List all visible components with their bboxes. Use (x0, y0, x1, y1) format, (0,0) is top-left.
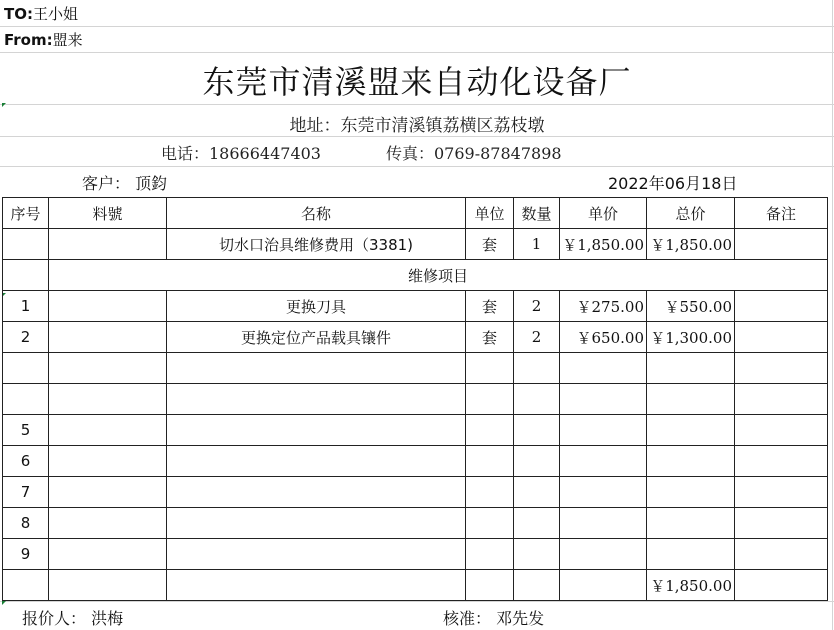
cell[interactable] (560, 353, 647, 384)
company-title: 东莞市清溪盟来自动化设备厂 (202, 63, 632, 101)
cell[interactable] (49, 446, 167, 477)
to-label: TO: (4, 5, 33, 23)
cell[interactable] (514, 415, 560, 446)
cell[interactable] (466, 570, 514, 601)
cell[interactable] (167, 508, 466, 539)
customer-name: 客户： 顶鈞 (82, 174, 168, 193)
gridline (0, 26, 834, 27)
cell[interactable] (167, 415, 466, 446)
cell[interactable] (514, 446, 560, 477)
item-unit[interactable]: 套 (466, 291, 514, 322)
cell[interactable] (735, 322, 828, 353)
item-qty[interactable]: 1 (514, 229, 560, 260)
cell[interactable] (560, 477, 647, 508)
cell[interactable] (647, 353, 735, 384)
quote-date: 2022年06月18日 (608, 174, 738, 193)
cell[interactable] (3, 229, 49, 260)
cell[interactable] (735, 384, 828, 415)
cell[interactable] (514, 570, 560, 601)
table-row (3, 260, 828, 291)
cell-marker (2, 103, 6, 107)
cell[interactable] (167, 539, 466, 570)
cell[interactable] (3, 570, 49, 601)
cell[interactable] (647, 477, 735, 508)
gridline (0, 166, 834, 167)
cell[interactable] (3, 260, 49, 291)
cell[interactable] (735, 570, 828, 601)
cell[interactable] (735, 477, 828, 508)
cell[interactable] (560, 446, 647, 477)
table-row (3, 322, 828, 353)
cell[interactable] (466, 384, 514, 415)
gridline (0, 136, 834, 137)
cell-marker (2, 601, 6, 605)
gridline (0, 104, 834, 105)
col-header-part: 料號 (49, 198, 167, 229)
cell[interactable] (49, 539, 167, 570)
cell[interactable] (466, 446, 514, 477)
cell[interactable] (3, 384, 49, 415)
table-row (3, 415, 828, 446)
item-total[interactable]: ￥1,300.00 (647, 322, 735, 353)
cell[interactable] (735, 539, 828, 570)
gridline (0, 601, 834, 602)
cell[interactable] (49, 322, 167, 353)
item-name[interactable]: 切水口治具维修费用（3381) (167, 229, 466, 260)
total-row (3, 570, 828, 601)
cell[interactable] (466, 508, 514, 539)
cell[interactable] (735, 508, 828, 539)
quoter-name: 报价人： 洪梅 (22, 609, 124, 628)
col-header-unit: 单位 (466, 198, 514, 229)
item-qty[interactable]: 2 (514, 291, 560, 322)
cell[interactable] (466, 353, 514, 384)
cell[interactable] (49, 508, 167, 539)
header-row (3, 198, 828, 229)
item-qty[interactable]: 2 (514, 322, 560, 353)
cell[interactable] (735, 415, 828, 446)
cell[interactable] (167, 477, 466, 508)
cell[interactable] (735, 291, 828, 322)
cell[interactable] (735, 229, 828, 260)
item-no[interactable]: 9 (3, 539, 49, 570)
cell[interactable] (167, 384, 466, 415)
cell[interactable] (466, 477, 514, 508)
item-price[interactable]: ￥650.00 (560, 322, 647, 353)
section-label[interactable]: 维修项目 (49, 260, 828, 291)
table-row (3, 353, 828, 384)
item-total[interactable]: ￥1,850.00 (647, 229, 735, 260)
company-address: 地址：东莞市清溪镇荔横区荔枝墩 (289, 116, 545, 136)
cell[interactable] (514, 508, 560, 539)
cell[interactable] (167, 446, 466, 477)
cell[interactable] (49, 384, 167, 415)
cell[interactable] (647, 415, 735, 446)
phone-number: 电话：18666447403 (161, 144, 321, 163)
item-name[interactable]: 更换刀具 (167, 291, 466, 322)
table-row (3, 229, 828, 260)
item-no[interactable]: 8 (3, 508, 49, 539)
to-line (4, 3, 78, 24)
cell[interactable] (647, 384, 735, 415)
from-label: From: (4, 31, 53, 49)
cell[interactable] (466, 415, 514, 446)
item-no[interactable]: 6 (3, 446, 49, 477)
col-header-price: 单价 (560, 198, 647, 229)
col-header-no: 序号 (3, 198, 49, 229)
item-no[interactable]: 7 (3, 477, 49, 508)
item-total[interactable]: ￥550.00 (647, 291, 735, 322)
cell[interactable] (514, 539, 560, 570)
cell[interactable] (560, 415, 647, 446)
cell[interactable] (647, 508, 735, 539)
gridline (0, 52, 834, 53)
cell[interactable] (560, 539, 647, 570)
cell[interactable] (735, 446, 828, 477)
cell[interactable] (167, 570, 466, 601)
item-no[interactable]: 1 (3, 291, 49, 322)
fax-number: 传真：0769-87847898 (386, 144, 562, 163)
table-row (3, 477, 828, 508)
cell[interactable] (49, 291, 167, 322)
col-header-qty: 数量 (514, 198, 560, 229)
cell[interactable] (49, 229, 167, 260)
cell[interactable] (167, 353, 466, 384)
cell[interactable] (560, 570, 647, 601)
item-price[interactable]: ￥1,850.00 (560, 229, 647, 260)
table-row (3, 384, 828, 415)
approver-name: 核准： 邓先发 (443, 609, 545, 628)
quotation-table (2, 197, 828, 601)
grand-total[interactable]: ￥1,850.00 (647, 570, 735, 601)
item-price[interactable]: ￥275.00 (560, 291, 647, 322)
col-header-name: 名称 (167, 198, 466, 229)
cell[interactable] (49, 477, 167, 508)
cell[interactable] (466, 539, 514, 570)
cell[interactable] (3, 353, 49, 384)
cell[interactable] (735, 353, 828, 384)
table-row (3, 508, 828, 539)
cell[interactable] (49, 570, 167, 601)
table-row (3, 446, 828, 477)
from-line (4, 29, 83, 50)
cell[interactable] (49, 415, 167, 446)
cell[interactable] (514, 477, 560, 508)
cell[interactable] (514, 353, 560, 384)
table-row (3, 291, 828, 322)
cell[interactable] (49, 353, 167, 384)
cell[interactable] (647, 446, 735, 477)
cell[interactable] (560, 384, 647, 415)
table-row (3, 539, 828, 570)
col-header-total: 总价 (647, 198, 735, 229)
item-no[interactable]: 2 (3, 322, 49, 353)
item-no[interactable]: 5 (3, 415, 49, 446)
cell[interactable] (514, 384, 560, 415)
to-name: 王小姐 (32, 5, 78, 23)
col-header-remark: 备注 (735, 198, 828, 229)
cell[interactable] (647, 539, 735, 570)
cell[interactable] (560, 508, 647, 539)
from-name: 盟来 (52, 31, 83, 49)
item-name[interactable]: 更换定位产品载具镶件 (167, 322, 466, 353)
item-unit[interactable]: 套 (466, 322, 514, 353)
item-unit[interactable]: 套 (466, 229, 514, 260)
